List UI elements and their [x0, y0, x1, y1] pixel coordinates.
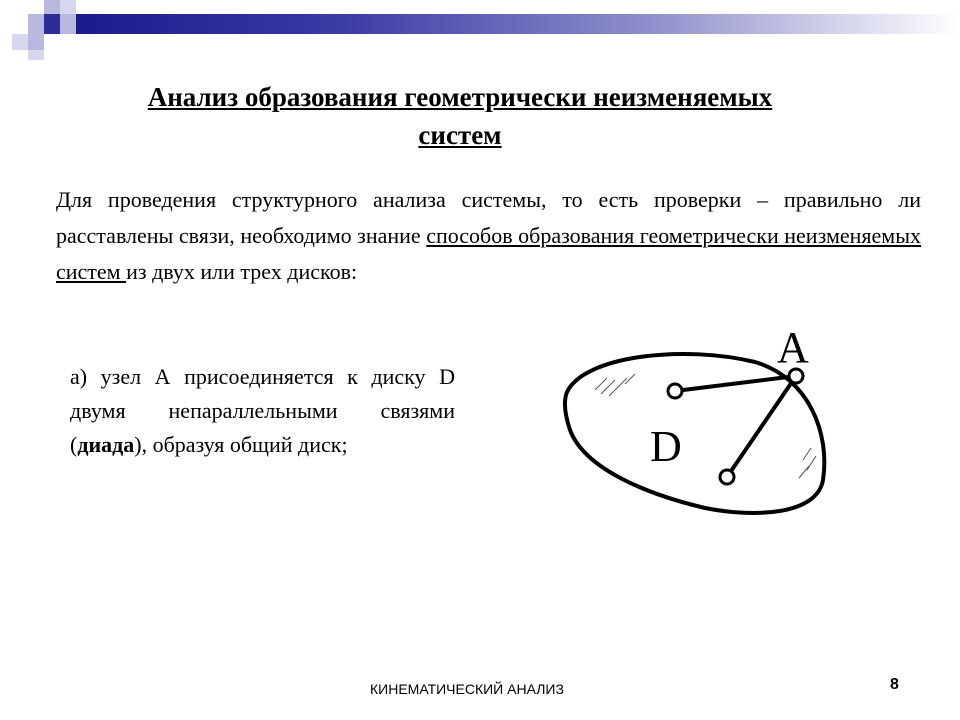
decor-square — [60, 0, 76, 14]
hinge-disk-upper — [668, 384, 682, 398]
slide-title-line-2: систем — [418, 120, 502, 150]
header-decoration — [0, 0, 960, 60]
footer-text: КИНЕМАТИЧЕСКИЙ АНАЛИЗ — [370, 681, 564, 697]
page-number: 8 — [890, 676, 899, 693]
decor-square — [28, 14, 44, 34]
header-gradient-bar — [76, 14, 960, 34]
decor-square — [44, 0, 60, 14]
intro-paragraph — [56, 182, 921, 290]
item-a-bold-term: диада — [77, 432, 135, 457]
slide-title-line-1: Анализ образования геометрически неизменяемых — [147, 82, 773, 112]
slide-title — [60, 78, 860, 154]
disk-hatching — [595, 374, 816, 478]
hinge-disk-lower — [720, 470, 734, 484]
intro-text-end: из двух или трех дисков: — [126, 259, 358, 284]
decor-square — [44, 14, 60, 34]
intro-underlined-phrase: способов образования геометрически неизменяемых систем — [56, 223, 921, 284]
decor-square — [12, 34, 28, 50]
decor-square — [60, 14, 76, 34]
item-a-text-start: а) узел А присоединяется к диску D двумя непараллельными связями ( — [70, 364, 455, 457]
decor-square — [28, 50, 44, 60]
link-lower — [727, 376, 796, 477]
item-a-paragraph — [70, 360, 455, 462]
dyad-diagram — [555, 320, 845, 520]
intro-text-start: Для проведения структурного анализа системы, то есть проверки – правильно ли расставлены связи, необходимо знание — [56, 187, 921, 248]
item-a-text-end: ), образуя общий диск; — [134, 432, 348, 457]
link-upper — [675, 376, 796, 391]
decor-square — [28, 34, 44, 50]
label-node-a: A — [777, 323, 809, 372]
label-disk-d: D — [650, 422, 682, 471]
